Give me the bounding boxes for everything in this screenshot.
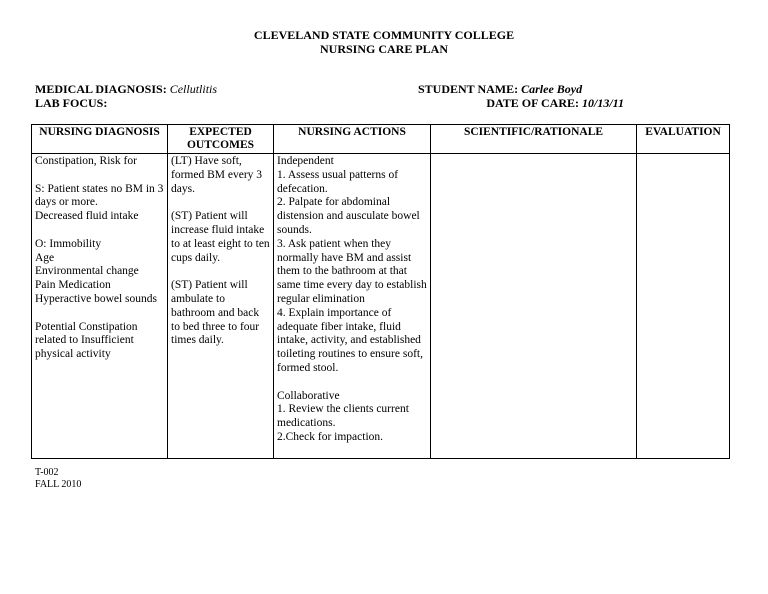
medical-diagnosis-value: Cellutlitis bbox=[169, 82, 218, 96]
student-name-value: Carlee Boyd bbox=[521, 82, 583, 96]
student-name bbox=[418, 82, 582, 96]
date-of-care-label: DATE OF CARE: bbox=[486, 96, 579, 110]
cell-text: 1. Review the clients current medications. bbox=[277, 403, 409, 430]
cell-text: Collaborative bbox=[277, 389, 340, 402]
spacer bbox=[277, 376, 427, 390]
header-nursing-actions: NURSING ACTIONS bbox=[274, 125, 431, 154]
cell-text: 1. Assess usual patterns of defecation. bbox=[277, 168, 399, 195]
header-scientific-rationale: SCIENTIFIC/RATIONALE bbox=[431, 125, 637, 154]
cell-text: Potential Constipation related to Insufficient physical activity bbox=[35, 320, 138, 361]
lab-focus-label: LAB FOCUS: bbox=[35, 96, 108, 110]
cell-text: Hyperactive bowel sounds bbox=[35, 292, 157, 305]
form-title: NURSING CARE PLAN bbox=[319, 42, 448, 56]
cell-text: Pain Medication bbox=[35, 279, 111, 292]
cell-text: Independent bbox=[277, 155, 334, 167]
evaluation-cell bbox=[637, 154, 730, 459]
student-name-label: STUDENT NAME: bbox=[418, 82, 519, 96]
cell-text: Decreased fluid intake bbox=[35, 210, 139, 223]
spacer bbox=[171, 265, 270, 279]
date-of-care bbox=[486, 96, 624, 110]
college-name: CLEVELAND STATE COMMUNITY COLLEGE bbox=[253, 28, 515, 42]
table-row bbox=[32, 154, 730, 459]
table-header-row bbox=[32, 125, 730, 154]
nursing-diagnosis-cell bbox=[32, 154, 168, 459]
nursing-actions-cell bbox=[274, 154, 431, 459]
cell-text: Environmental change bbox=[35, 265, 139, 278]
cell-text: 3. Ask patient when they normally have BM and assist them to the bathroom at that same time every day to establish regular elimination bbox=[277, 237, 427, 305]
spacer bbox=[35, 169, 164, 183]
cell-text: (LT) Have soft, formed BM every 3 days. bbox=[171, 155, 263, 195]
form-term: FALL 2010 bbox=[35, 479, 82, 490]
scientific-rationale-cell bbox=[431, 154, 637, 459]
medical-diagnosis bbox=[35, 82, 217, 96]
cell-text: 2.Check for impaction. bbox=[277, 430, 384, 443]
expected-outcomes-cell bbox=[168, 154, 274, 459]
cell-text: 4. Explain importance of adequate fiber intake, fluid intake, activity, and established toileting routines to ensure soft, formed stool. bbox=[277, 306, 423, 374]
header-nursing-diagnosis: NURSING DIAGNOSIS bbox=[32, 125, 168, 154]
cell-text: 2. Palpate for abdominal distension and ausculate bowel sounds. bbox=[277, 196, 420, 236]
cell-text: O: Immobility bbox=[35, 237, 102, 250]
cell-text: S: Patient states no BM in 3 days or more. bbox=[35, 182, 164, 209]
care-plan-table bbox=[31, 124, 730, 459]
form-code: T-002 bbox=[35, 467, 59, 478]
header-expected-outcomes: EXPECTED OUTCOMES bbox=[168, 125, 274, 154]
medical-diagnosis-label: MEDICAL DIAGNOSIS: bbox=[35, 82, 167, 96]
cell-text: (ST) Patient will ambulate to bathroom and back to bed three to four times daily. bbox=[171, 279, 260, 347]
cell-text: Constipation, Risk for bbox=[35, 155, 137, 167]
header-evaluation: EVALUATION bbox=[637, 125, 730, 154]
spacer bbox=[35, 307, 164, 321]
date-of-care-value: 10/13/11 bbox=[581, 96, 624, 110]
cell-text: (ST) Patient will increase fluid intake to at least eight to ten cups daily. bbox=[171, 210, 270, 264]
spacer bbox=[35, 224, 164, 238]
cell-text: Age bbox=[35, 251, 55, 264]
spacer bbox=[171, 196, 270, 210]
